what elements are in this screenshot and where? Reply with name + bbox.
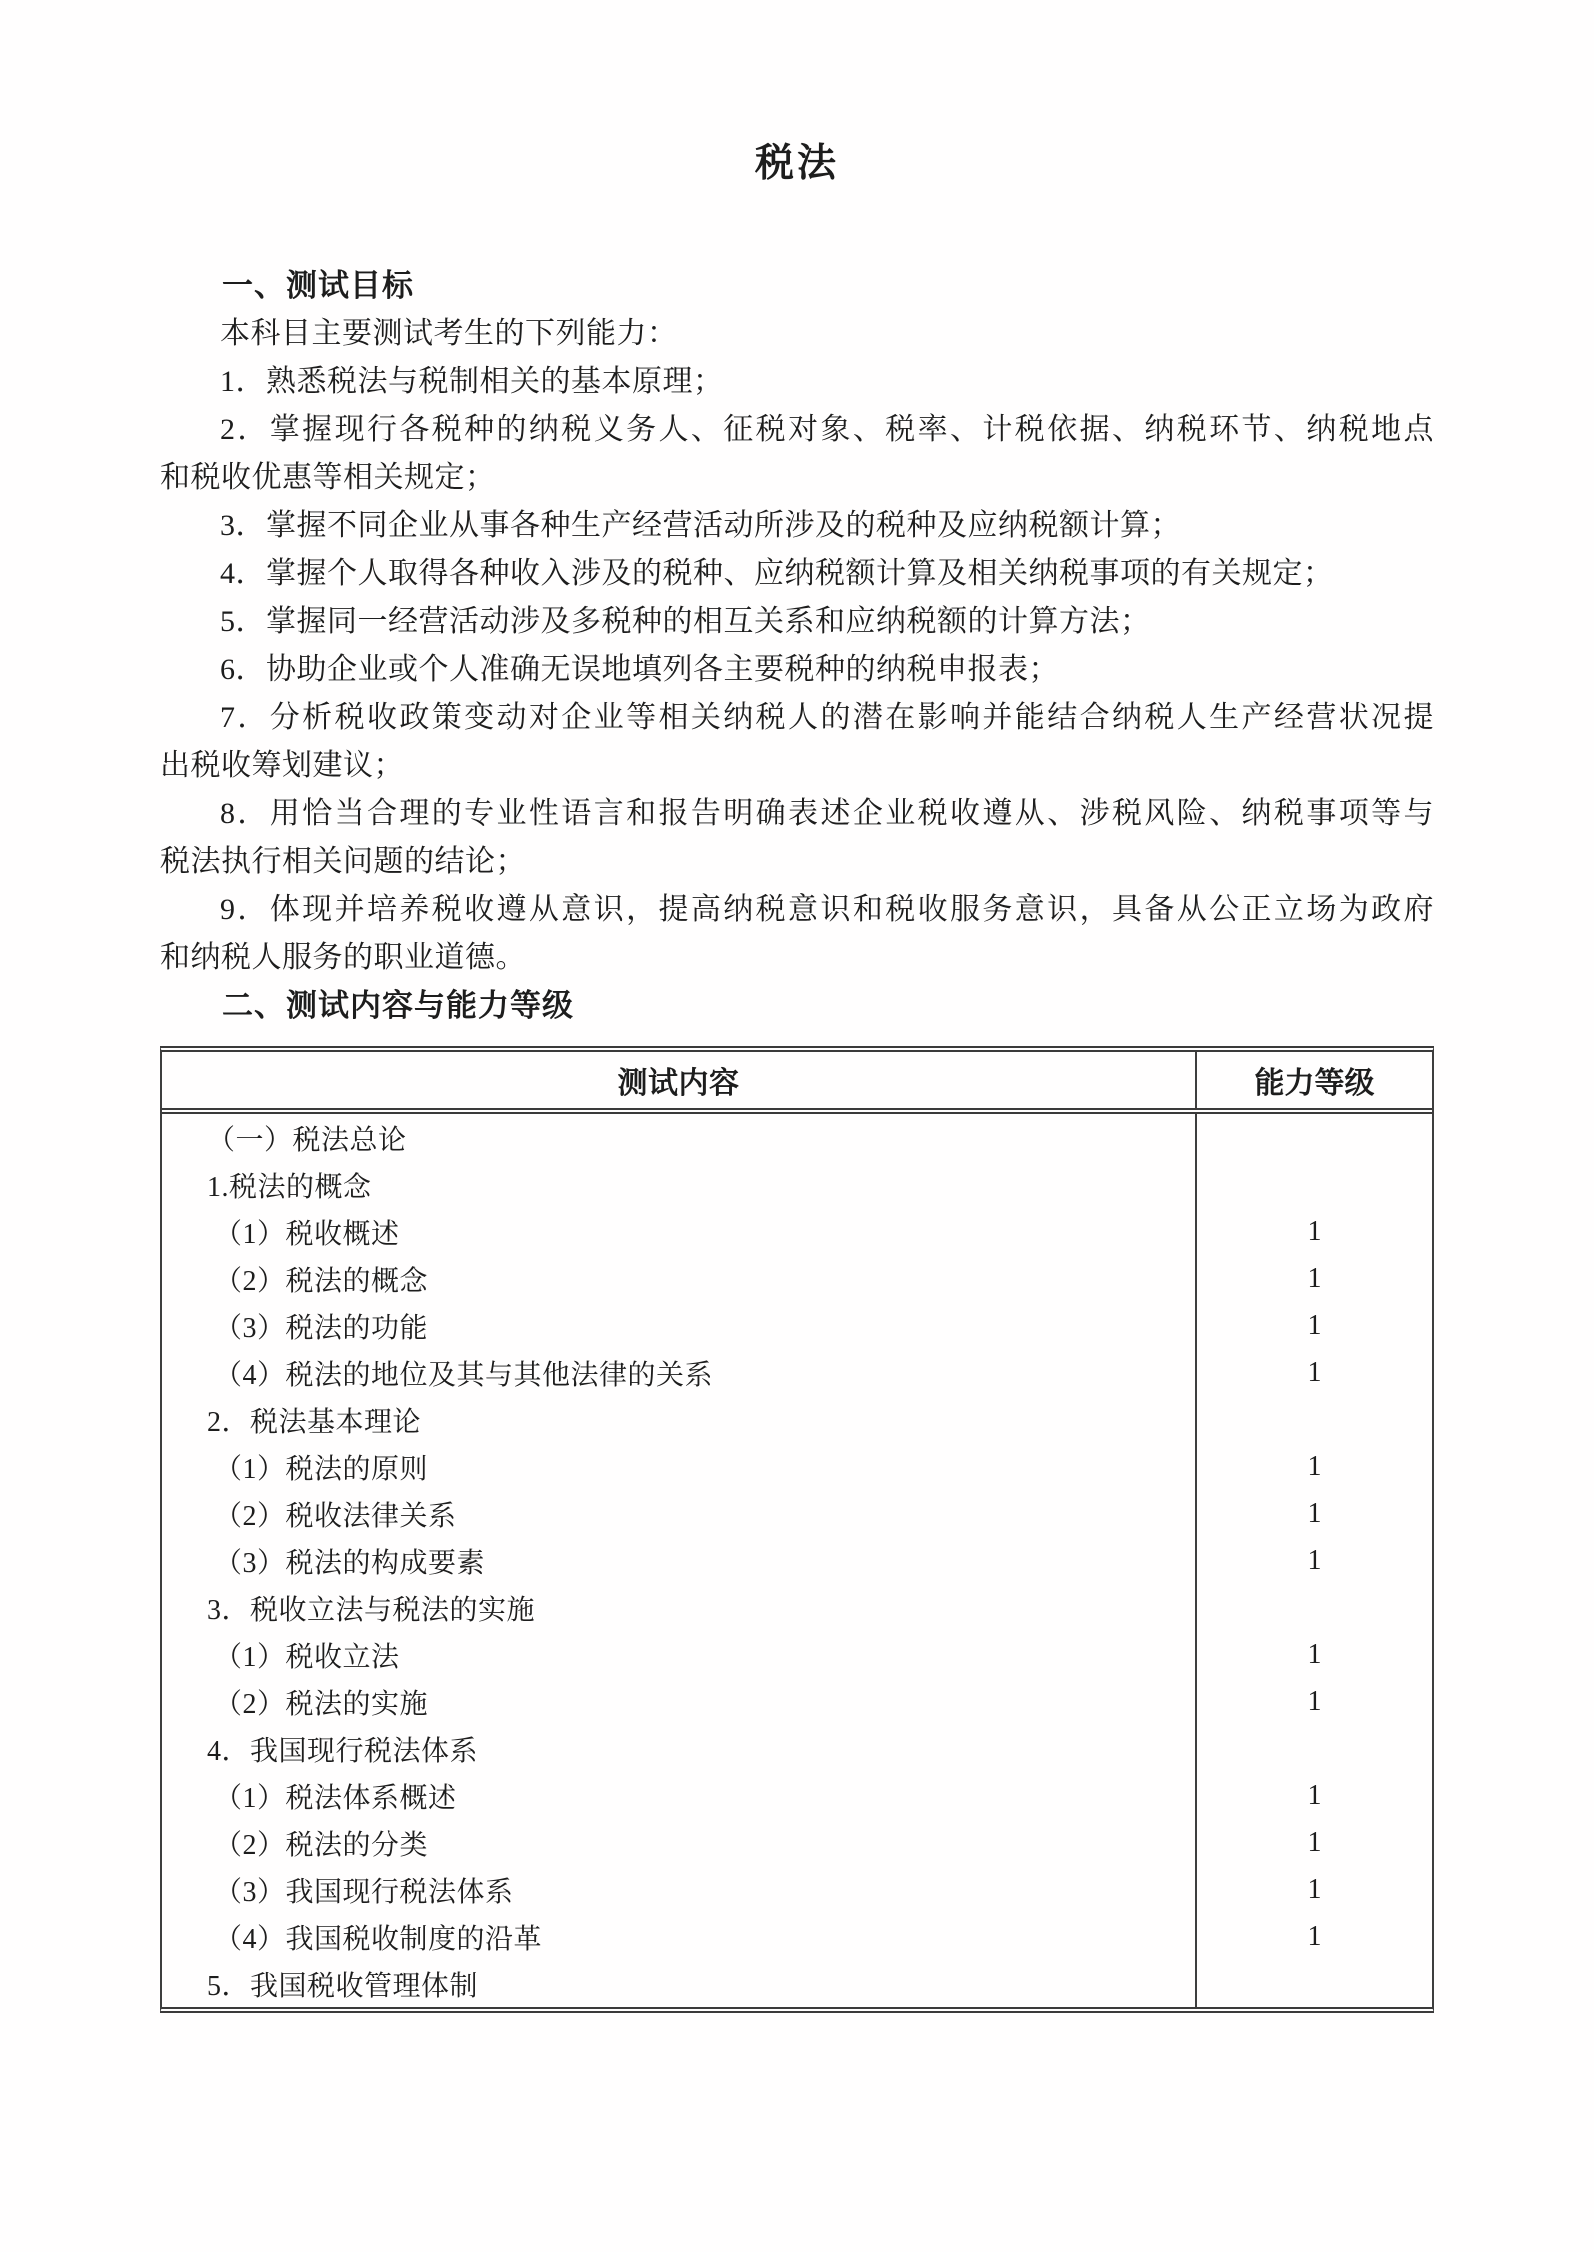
row-level-cell — [1197, 1114, 1432, 1161]
table-row — [162, 1866, 1432, 1913]
objective-line: 6．协助企业或个人准确无误地填列各主要税种的纳税申报表； — [220, 653, 1059, 686]
row-content-cell: （2）税收法律关系 — [162, 1490, 1197, 1537]
row-level-cell — [1197, 1161, 1432, 1208]
objective-line: 5．掌握同一经营活动涉及多税种的相互关系和应纳税额的计算方法； — [220, 605, 1151, 638]
page-title: 税法 — [754, 142, 839, 185]
row-level-cell: 1 — [1307, 1920, 1322, 1952]
row-content-cell: （1）税法的原则 — [162, 1443, 1197, 1490]
table-row — [162, 1255, 1432, 1302]
table-header-row — [162, 1052, 1432, 1114]
objective-line: 和税收优惠等相关规定； — [160, 461, 496, 494]
objective-line: 2．掌握现行各税种的纳税义务人、征税对象、税率、计税依据、纳税环节、纳税地点 — [220, 413, 1434, 446]
row-content-cell: （2）税法的概念 — [162, 1255, 1197, 1302]
row-content-cell: （3）税法的功能 — [162, 1302, 1197, 1349]
objective-line: 1．熟悉税法与税制相关的基本原理； — [220, 365, 724, 398]
row-level-cell: 1 — [1307, 1450, 1322, 1482]
objective-line: 4．掌握个人取得各种收入涉及的税种、应纳税额计算及相关纳税事项的有关规定； — [220, 557, 1334, 590]
row-level-cell: 1 — [1307, 1638, 1322, 1670]
row-level-cell — [1197, 1584, 1432, 1631]
section-1-heading: 一、测试目标 — [222, 268, 414, 303]
table-row — [162, 1960, 1432, 2007]
table-row — [162, 1302, 1432, 1349]
table-row — [162, 1443, 1432, 1490]
objective-line: 9．体现并培养税收遵从意识，提高纳税意识和税收服务意识，具备从公正立场为政府 — [220, 893, 1434, 926]
row-level-cell — [1197, 1396, 1432, 1443]
row-content-cell: 2．税法基本理论 — [162, 1396, 1197, 1443]
table-row — [162, 1584, 1432, 1631]
row-content-cell: （4）我国税收制度的沿革 — [162, 1913, 1197, 1960]
row-content-cell: （3）我国现行税法体系 — [162, 1866, 1197, 1913]
row-content-cell: （2）税法的实施 — [162, 1678, 1197, 1725]
row-content-cell: 5．我国税收管理体制 — [162, 1960, 1197, 2007]
table-row — [162, 1631, 1432, 1678]
table-row — [162, 1161, 1432, 1208]
table-row — [162, 1678, 1432, 1725]
objective-line: 税法执行相关问题的结论； — [160, 845, 526, 878]
table-row — [162, 1208, 1432, 1255]
row-content-cell: 1.税法的概念 — [162, 1161, 1197, 1208]
row-level-cell: 1 — [1307, 1215, 1322, 1247]
objective-line: 3．掌握不同企业从事各种生产经营活动所涉及的税种及应纳税额计算； — [220, 509, 1181, 542]
row-level-cell: 1 — [1307, 1262, 1322, 1294]
row-content-cell: 3．税收立法与税法的实施 — [162, 1584, 1197, 1631]
row-level-cell: 1 — [1307, 1497, 1322, 1529]
objectives-intro: 本科目主要测试考生的下列能力： — [220, 317, 678, 350]
row-content-cell: （3）税法的构成要素 — [162, 1537, 1197, 1584]
table-row — [162, 1114, 1432, 1161]
row-level-cell: 1 — [1307, 1826, 1322, 1858]
row-level-cell: 1 — [1307, 1779, 1322, 1811]
row-level-cell: 1 — [1307, 1685, 1322, 1717]
table-row — [162, 1537, 1432, 1584]
row-level-cell — [1197, 1960, 1432, 2007]
table-row — [162, 1490, 1432, 1537]
objective-line: 出税收筹划建议； — [160, 749, 404, 782]
row-level-cell: 1 — [1307, 1309, 1322, 1341]
row-level-cell: 1 — [1307, 1356, 1322, 1388]
table-row — [162, 1819, 1432, 1866]
objective-line: 8．用恰当合理的专业性语言和报告明确表述企业税收遵从、涉税风险、纳税事项等与 — [220, 797, 1434, 830]
column-header-level: 能力等级 — [1254, 1067, 1375, 1100]
table-row — [162, 1913, 1432, 1960]
row-level-cell: 1 — [1307, 1544, 1322, 1576]
row-content-cell: 4．我国现行税法体系 — [162, 1725, 1197, 1772]
row-content-cell: （4）税法的地位及其与其他法律的关系 — [162, 1349, 1197, 1396]
row-content-cell: （1）税收立法 — [162, 1631, 1197, 1678]
row-content-cell: （1）税法体系概述 — [162, 1772, 1197, 1819]
table-row — [162, 1396, 1432, 1443]
row-level-cell: 1 — [1307, 1873, 1322, 1905]
objective-line: 7．分析税收政策变动对企业等相关纳税人的潜在影响并能结合纳税人生产经营状况提 — [220, 701, 1434, 734]
row-level-cell — [1197, 1725, 1432, 1772]
table-row — [162, 1772, 1432, 1819]
section-2-heading: 二、测试内容与能力等级 — [222, 988, 574, 1023]
objective-line: 和纳税人服务的职业道德。 — [160, 941, 526, 974]
row-content-cell: （1）税收概述 — [162, 1208, 1197, 1255]
row-content-cell: （2）税法的分类 — [162, 1819, 1197, 1866]
column-header-content: 测试内容 — [162, 1052, 1197, 1108]
row-content-cell: （一）税法总论 — [162, 1114, 1197, 1161]
content-level-table — [160, 1046, 1434, 2013]
table-row — [162, 1349, 1432, 1396]
table-row — [162, 1725, 1432, 1772]
